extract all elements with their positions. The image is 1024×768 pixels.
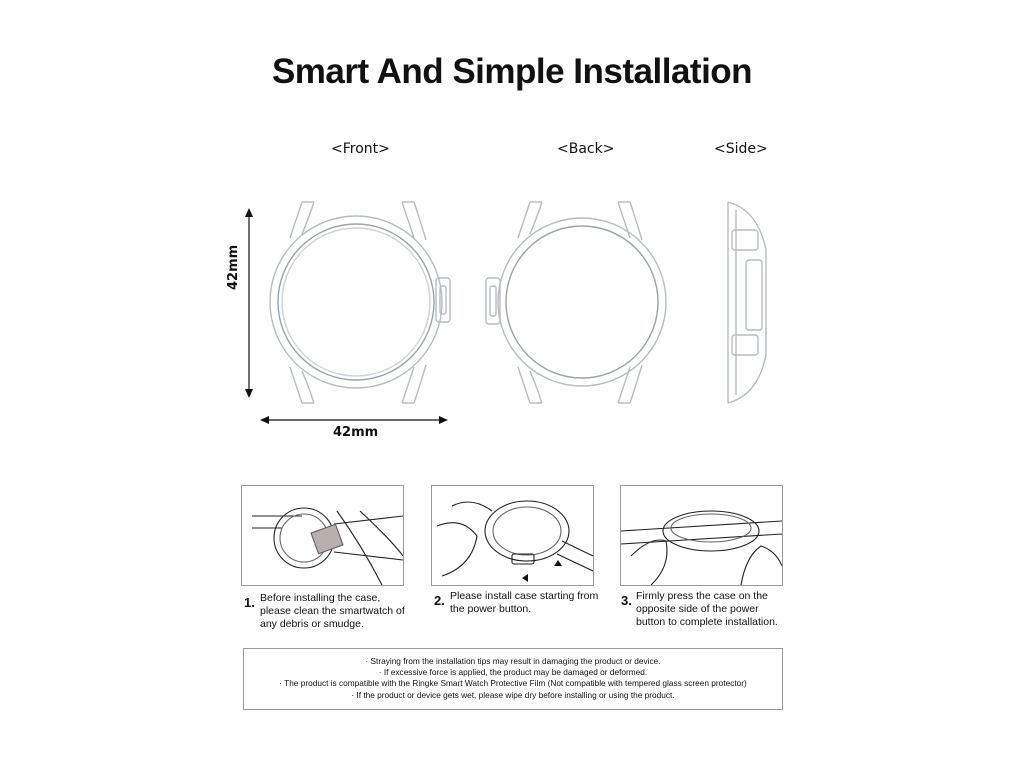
step-2-illustration <box>431 485 594 586</box>
step-1-text <box>260 592 405 631</box>
step-2-text <box>450 590 598 616</box>
note-line: · If excessive force is applied, the product may be damaged or deformed. <box>378 667 648 678</box>
step-1-line: any debris or smudge. <box>260 618 364 630</box>
height-dimension-label: 42mm <box>226 244 241 290</box>
step-1-illustration <box>241 485 404 586</box>
step-3-illustration <box>620 485 783 586</box>
note-line: · The product is compatible with the Ringke Smart Watch Protective Film (Not compatible with tempered glass screen protector) <box>279 678 747 689</box>
case-side-view <box>718 190 778 415</box>
step-1-line: please clean the smartwatch of <box>260 605 405 617</box>
step-3-text <box>636 590 778 629</box>
step-2-line: Please install case starting from <box>450 590 599 602</box>
case-back-view <box>480 190 680 415</box>
step-3-number: 3. <box>621 593 632 608</box>
step-1-number: 1. <box>244 595 255 610</box>
step-2-line: the power button. <box>450 603 532 615</box>
side-view-label: <Side> <box>714 141 768 157</box>
note-line: · If the product or device gets wet, please wipe dry before installing or using the product. <box>351 689 675 700</box>
front-view-label: <Front> <box>331 141 390 157</box>
step-3-line: button to complete installation. <box>636 616 778 628</box>
notes-box <box>243 648 783 710</box>
page-title: Smart And Simple Installation <box>271 52 753 91</box>
note-line: · Straying from the installation tips may result in damaging the product or device. <box>365 656 661 666</box>
back-view-label: <Back> <box>557 141 615 157</box>
step-1-line: Before installing the case, <box>260 592 381 604</box>
case-front-view <box>262 190 462 415</box>
step-3-line: Firmly press the case on the <box>636 590 768 602</box>
width-dimension-label: 42mm <box>333 425 379 440</box>
step-3-line: opposite side of the power <box>636 603 759 615</box>
step-2-number: 2. <box>434 593 445 608</box>
